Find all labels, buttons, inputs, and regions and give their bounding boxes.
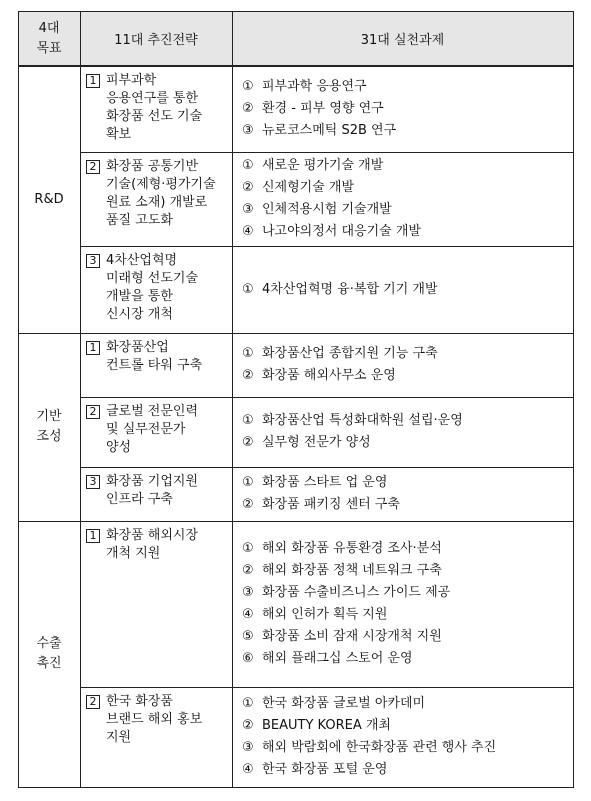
task-item (242, 626, 573, 648)
task-number: ③ (242, 202, 254, 217)
task-text: 신제형기술 개발 (262, 180, 355, 195)
header-task: 31대 실천과제 (360, 33, 445, 48)
strategy-cell (80, 687, 232, 787)
task-text: 해외 박람회에 한국화장품 관련 행사 추진 (262, 740, 497, 755)
task-number: ③ (242, 123, 254, 138)
task-number: ① (242, 158, 254, 173)
task-number: ② (242, 497, 254, 512)
strategy-cell (80, 333, 232, 397)
goal-cell: 수출 촉진 (36, 636, 62, 671)
vertical-rule (18, 11, 19, 788)
task-item (242, 177, 573, 199)
task-item (242, 604, 573, 626)
task-number: ④ (242, 224, 254, 239)
task-text: 4차산업혁명 융·복합 기기 개발 (262, 281, 438, 297)
strategy-number-box: 2 (86, 695, 100, 709)
task-item (242, 693, 573, 715)
goal-cell: R&D (34, 191, 64, 207)
strategy-text: 4차산업혁명 미래형 선도기술 개발을 통한 신시장 개척 (106, 253, 199, 322)
strategy-number-box: 2 (86, 160, 100, 174)
task-item (242, 582, 573, 604)
header-strategy: 11대 추진전략 (114, 33, 198, 48)
task-list (232, 333, 573, 397)
task-text: 화장품 해외사무소 운영 (262, 368, 396, 383)
task-list (232, 397, 573, 467)
task-text: 해외 인허가 획득 지원 (262, 607, 388, 622)
strategy-text: 화장품 공통기반 기술(제형·평가기술 원료 소재) 개발로 품질 고도화 (106, 159, 216, 228)
task-text: 화장품산업 종합지원 기능 구축 (262, 346, 438, 361)
horizontal-rule (18, 11, 573, 12)
task-number: ② (242, 368, 254, 383)
task-number: ① (242, 281, 254, 297)
goal-cell: 기반 조성 (36, 409, 62, 444)
task-item (242, 279, 573, 301)
task-item (242, 538, 573, 560)
horizontal-rule (80, 687, 573, 688)
task-item (242, 737, 573, 759)
task-item (242, 98, 573, 120)
task-text: 실무형 전문가 양성 (262, 435, 371, 450)
task-text: 한국 화장품 포털 운영 (262, 762, 388, 777)
strategy-cell (80, 66, 232, 152)
task-number: ① (242, 79, 254, 94)
task-item (242, 76, 573, 98)
task-text: 화장품산업 특성화대학원 설립·운영 (262, 413, 463, 428)
strategy-number-box: 3 (86, 254, 100, 268)
task-text: 피부과학 응용연구 (262, 79, 367, 94)
task-list (232, 152, 573, 246)
task-item (242, 472, 573, 494)
header-goal: 4대 목표 (36, 20, 62, 56)
task-text: 화장품 수출비즈니스 가이드 제공 (262, 585, 451, 600)
task-text: 해외 플래그십 스토어 운영 (262, 651, 413, 666)
strategy-text: 화장품 해외시장 개척 지원 (106, 528, 199, 561)
task-number: ② (242, 101, 254, 116)
task-number: ① (242, 346, 254, 361)
task-list (232, 246, 573, 333)
task-text: 화장품 스타트 업 운영 (262, 475, 388, 490)
strategy-number-box: 1 (86, 341, 100, 355)
task-number: ① (242, 696, 254, 711)
horizontal-rule (18, 787, 573, 788)
horizontal-rule (18, 521, 573, 522)
strategy-number-box: 1 (86, 74, 100, 88)
strategy-number-box: 2 (86, 405, 100, 419)
horizontal-rule (18, 65, 573, 67)
task-item (242, 648, 573, 670)
strategy-cell (80, 467, 232, 521)
task-list (232, 467, 573, 521)
strategy-text: 한국 화장품 브랜드 해외 홍보 지원 (106, 694, 203, 745)
task-list (232, 521, 573, 687)
vertical-rule (80, 11, 81, 788)
task-number: ④ (242, 607, 254, 622)
horizontal-rule (80, 467, 573, 468)
task-text: 나고야의정서 대응기술 개발 (262, 224, 421, 239)
task-item (242, 365, 573, 387)
task-number: ⑥ (242, 651, 254, 666)
task-number: ⑤ (242, 629, 254, 644)
task-list (232, 687, 573, 787)
task-item (242, 410, 573, 432)
task-text: 해외 화장품 유통환경 조사·분석 (262, 541, 442, 556)
task-text: 인체적용시험 기술개발 (262, 202, 392, 217)
task-number: ③ (242, 740, 254, 755)
task-number: ② (242, 718, 254, 733)
task-text: 새로운 평가기술 개발 (262, 158, 384, 173)
vertical-rule (573, 11, 574, 788)
strategy-cell (80, 152, 232, 246)
task-number: ④ (242, 762, 254, 777)
strategy-cell (80, 246, 232, 333)
strategy-text: 화장품 기업지원 인프라 구축 (106, 474, 199, 507)
strategy-number-box: 1 (86, 529, 100, 543)
vertical-rule (232, 11, 233, 788)
task-item (242, 120, 573, 142)
task-number: ① (242, 541, 254, 556)
task-item (242, 494, 573, 516)
horizontal-rule (18, 333, 573, 334)
strategy-text: 화장품산업 컨트롤 타워 구축 (106, 340, 203, 373)
task-number: ① (242, 475, 254, 490)
task-number: ③ (242, 585, 254, 600)
strategy-cell (80, 521, 232, 687)
task-item (242, 221, 573, 243)
task-text: 화장품 패키징 센터 구축 (262, 497, 400, 512)
strategy-text: 피부과학 응용연구를 통한 화장품 선도 기술 확보 (106, 73, 203, 142)
task-text: 뉴로코스메틱 S2B 연구 (262, 123, 397, 138)
task-item (242, 432, 573, 454)
horizontal-rule (80, 152, 573, 153)
strategy-number-box: 3 (86, 475, 100, 489)
task-text: 화장품 소비 잠재 시장개척 지원 (262, 629, 442, 644)
task-number: ① (242, 413, 254, 428)
task-item (242, 155, 573, 177)
task-text: BEAUTY KOREA 개최 (262, 718, 391, 733)
task-number: ② (242, 563, 254, 578)
task-list (232, 66, 573, 152)
task-number: ② (242, 435, 254, 450)
task-text: 해외 화장품 정책 네트워크 구축 (262, 563, 442, 578)
strategy-cell (80, 397, 232, 467)
strategy-text: 글로벌 전문인력 및 실무전문가 양성 (106, 404, 199, 455)
task-text: 한국 화장품 글로벌 아카데미 (262, 696, 426, 711)
task-number: ② (242, 180, 254, 195)
horizontal-rule (80, 246, 573, 247)
task-text: 환경 - 피부 영향 연구 (262, 101, 384, 116)
horizontal-rule (80, 397, 573, 398)
task-item (242, 759, 573, 781)
task-item (242, 343, 573, 365)
task-item (242, 715, 573, 737)
task-item (242, 560, 573, 582)
task-item (242, 199, 573, 221)
